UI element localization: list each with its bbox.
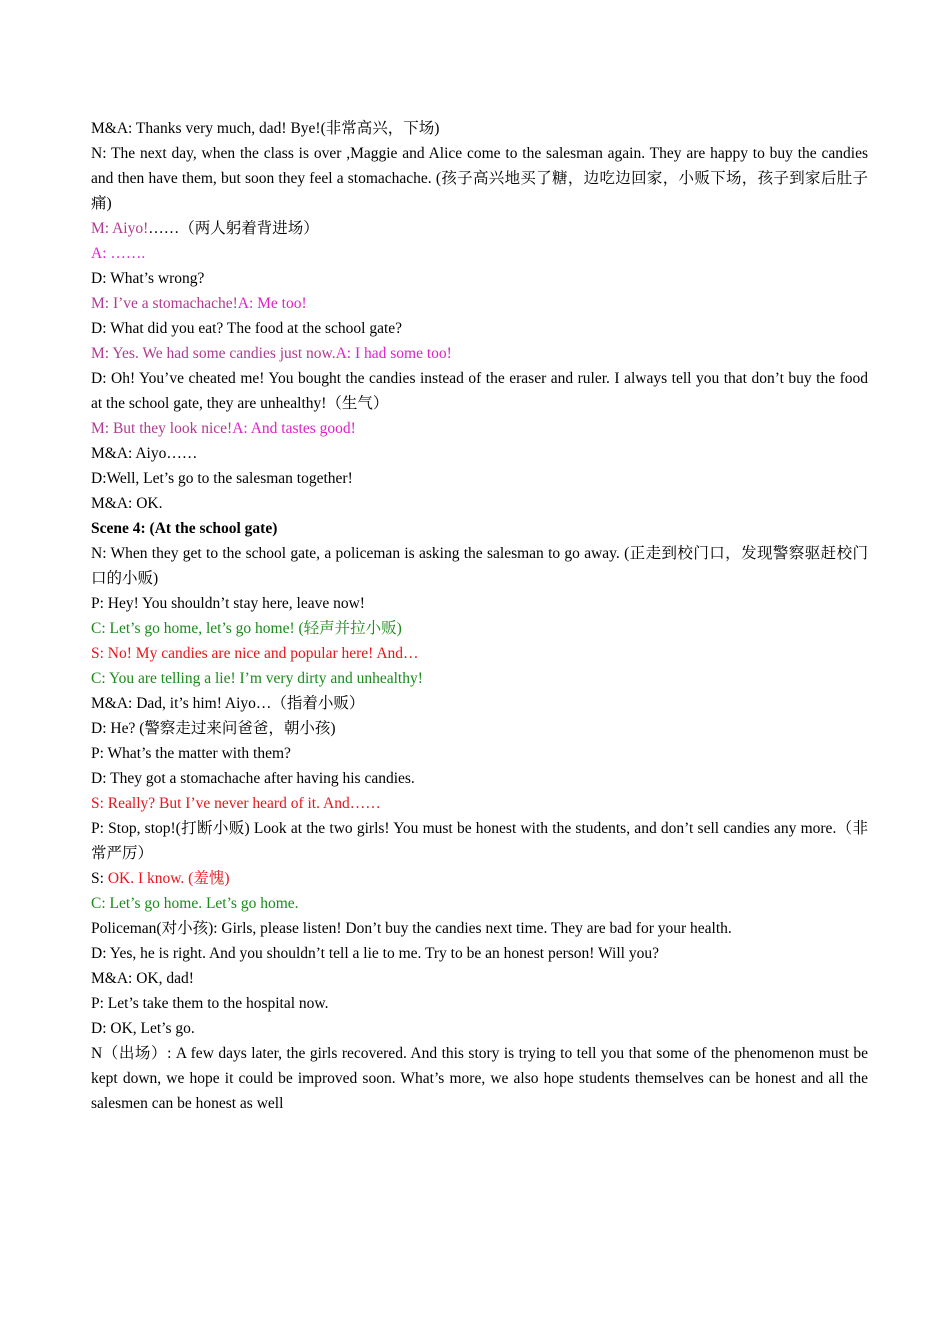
line-segment: M: I’ve a stomachache!: [91, 295, 238, 312]
script-line: [91, 516, 868, 541]
line-segment: P: Stop, stop!(打断小贩) Look at the two girls! You must be honest with the students, and don’t sell candies any more.（非常严厉）: [91, 820, 868, 862]
line-segment: D: He? (警察走过来问爸爸，朝小孩): [91, 720, 336, 737]
line-segment: N: When they get to the school gate, a policeman is asking the salesman to go away. (正走到校门口，发现警察驱赶校门口的小贩): [91, 545, 868, 587]
line-segment: C: Let’s go home, let’s go home! (轻声并拉小贩): [91, 620, 402, 637]
script-line: [91, 916, 868, 941]
script-line: [91, 441, 868, 466]
script-line: [91, 591, 868, 616]
script-line: [91, 291, 868, 316]
line-segment: P: What’s the matter with them?: [91, 745, 291, 762]
script-line: [91, 666, 868, 691]
document-body: [91, 116, 868, 1116]
script-line: [91, 341, 868, 366]
script-line: [91, 891, 868, 916]
line-segment: C: You are telling a lie! I’m very dirty and unhealthy!: [91, 670, 423, 687]
script-line: [91, 766, 868, 791]
script-line: [91, 691, 868, 716]
script-line: [91, 791, 868, 816]
line-segment: A: And tastes good!: [232, 420, 356, 437]
line-segment: OK. I know. (羞愧): [107, 870, 230, 887]
line-segment: M&A: Aiyo……: [91, 445, 198, 462]
script-line: [91, 416, 868, 441]
script-line: [91, 816, 868, 866]
line-segment: M&A: OK.: [91, 495, 163, 512]
line-segment: D: Yes, he is right. And you shouldn’t tell a lie to me. Try to be an honest person! Will you?: [91, 945, 659, 962]
line-segment: D: They got a stomachache after having his candies.: [91, 770, 415, 787]
script-line: [91, 491, 868, 516]
script-line: [91, 141, 868, 216]
script-line: [91, 466, 868, 491]
script-line: [91, 616, 868, 641]
line-segment: Scene 4: (At the school gate): [91, 520, 278, 537]
script-line: [91, 941, 868, 966]
script-line: [91, 991, 868, 1016]
script-line: [91, 241, 868, 266]
line-segment: M&A: Dad, it’s him! Aiyo…（指着小贩）: [91, 695, 365, 712]
line-segment: D: What’s wrong?: [91, 270, 205, 287]
line-segment: M&A: OK, dad!: [91, 970, 194, 987]
script-line: [91, 116, 868, 141]
script-line: [91, 316, 868, 341]
line-segment: S:: [91, 870, 108, 887]
line-segment: D:Well, Let’s go to the salesman together!: [91, 470, 353, 487]
line-segment: P: Let’s take them to the hospital now.: [91, 995, 329, 1012]
script-line: [91, 716, 868, 741]
line-segment: A: …….: [91, 245, 146, 262]
script-line: [91, 266, 868, 291]
script-line: [91, 1041, 868, 1116]
line-segment: M&A: Thanks very much, dad! Bye!(非常高兴，下场): [91, 120, 440, 137]
line-segment: M: Yes. We had some candies just now.: [91, 345, 336, 362]
script-line: [91, 741, 868, 766]
script-line: [91, 366, 868, 416]
script-line: [91, 641, 868, 666]
line-segment: A: Me too!: [237, 295, 307, 312]
line-segment: D: Oh! You’ve cheated me! You bought the candies instead of the eraser and ruler. I always tell you that don’t buy the food at the school gate, they are unhealthy!（生气）: [91, 370, 868, 412]
line-segment: M: Aiyo!: [91, 220, 149, 237]
script-line: [91, 216, 868, 241]
line-segment: N: The next day, when the class is over ,Maggie and Alice come to the salesman again. They are happy to buy the candies and then have them, but soon they feel a stomachache. (孩子高兴地买了糖，边吃边回家，小贩下场，孩子到家后肚子痛): [91, 145, 868, 212]
script-line: [91, 1016, 868, 1041]
line-segment: N（出场）: A few days later, the girls recovered. And this story is trying to tell you that some of the phenomenon must be kept down, we hope it could be improved soon. What’s more, we also hope students themselves can be honest and all the salesmen can be honest as well: [91, 1045, 868, 1112]
line-segment: D: What did you eat? The food at the school gate?: [91, 320, 403, 337]
line-segment: C: Let’s go home. Let’s go home.: [91, 895, 299, 912]
line-segment: ……（两人躬着背进场）: [148, 220, 319, 237]
line-segment: A: I had some too!: [335, 345, 452, 362]
line-segment: M: But they look nice!: [91, 420, 233, 437]
line-segment: P: Hey! You shouldn’t stay here, leave now!: [91, 595, 365, 612]
script-line: [91, 866, 868, 891]
line-segment: S: Really? But I’ve never heard of it. And……: [91, 795, 381, 812]
script-line: [91, 541, 868, 591]
line-segment: D: OK, Let’s go.: [91, 1020, 195, 1037]
script-line: [91, 966, 868, 991]
line-segment: S: No! My candies are nice and popular here! And…: [91, 645, 419, 662]
line-segment: Policeman(对小孩): Girls, please listen! Don’t buy the candies next time. They are bad for your health.: [91, 920, 732, 937]
